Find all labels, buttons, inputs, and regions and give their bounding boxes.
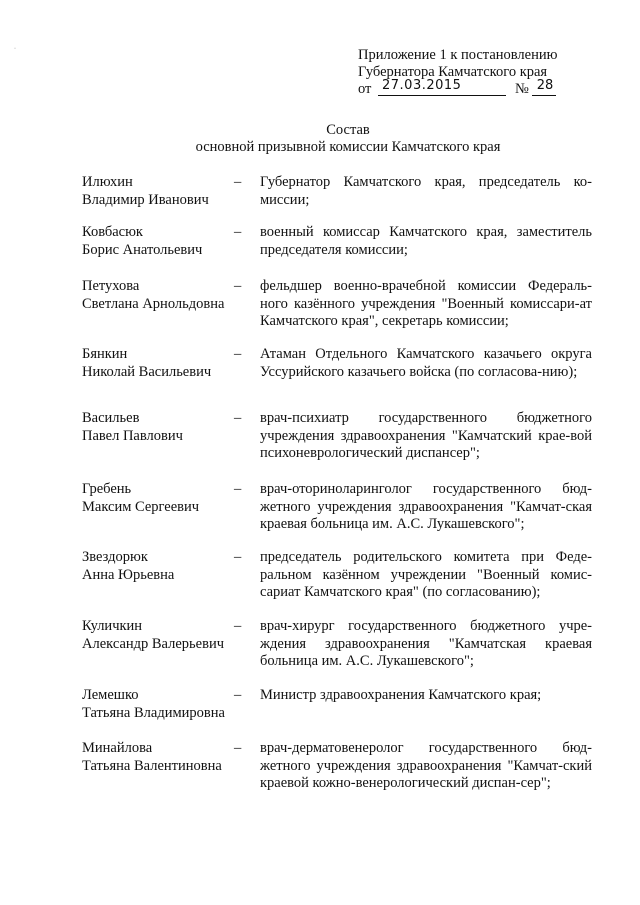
member-name bbox=[82, 346, 234, 410]
member-dash: – bbox=[234, 549, 242, 565]
member-row bbox=[82, 224, 592, 278]
document-subtitle: основной призывной комиссии Камчатского края bbox=[195, 139, 501, 155]
member-given-name: Татьяна Владимировна bbox=[82, 704, 225, 721]
member-dash: – bbox=[234, 278, 242, 294]
member-name bbox=[82, 174, 234, 224]
appendix-line-1: Приложение 1 к постановлению bbox=[358, 47, 558, 63]
member-surname: Бянкин bbox=[82, 346, 128, 362]
member-role: врач-оториноларинголог государственного бюд-жетного учреждения здравоохранения "Камчат-ская краевая больница им. А.С. Лукашевского"; bbox=[260, 481, 592, 532]
member-role: врач-психиатр государственного бюджетного учреждения здравоохранения "Камчатский крае-вой психоневрологический диспансер"; bbox=[260, 410, 592, 461]
member-given-name: Анна Юрьевна bbox=[82, 566, 175, 583]
member-role: фельдшер военно-врачебной комиссии Федераль-ного казённого учреждения "Военный комиссари-ат Камчатского края", секретарь комиссии; bbox=[260, 278, 592, 329]
appendix-date-line bbox=[358, 78, 618, 101]
member-given-name: Борис Анатольевич bbox=[82, 241, 203, 258]
handwritten-number: 28 bbox=[536, 78, 554, 93]
member-surname: Илюхин bbox=[82, 174, 133, 190]
member-surname: Васильев bbox=[82, 410, 140, 426]
member-name bbox=[82, 618, 234, 687]
member-surname: Звездорюк bbox=[82, 549, 148, 565]
appendix-line-2: Губернатора Камчатского края bbox=[358, 64, 548, 80]
member-surname: Ковбасюк bbox=[82, 224, 143, 240]
date-prefix: от bbox=[358, 81, 372, 97]
member-given-name: Татьяна Валентиновна bbox=[82, 757, 222, 774]
member-surname: Лемешко bbox=[82, 687, 139, 703]
member-row bbox=[82, 618, 592, 687]
member-role: Атаман Отдельного Камчатского казачьего округа Уссурийского казачьего войска (по согласова-нию); bbox=[260, 346, 592, 380]
member-given-name: Светлана Арнольдовна bbox=[82, 295, 225, 312]
member-name bbox=[82, 410, 234, 481]
member-given-name: Владимир Иванович bbox=[82, 191, 209, 208]
member-dash: – bbox=[234, 740, 242, 756]
member-dash: – bbox=[234, 346, 242, 362]
member-name bbox=[82, 481, 234, 549]
member-role: врач-хирург государственного бюджетного учре-ждения здравоохранения "Камчатская краевая больница им. А.С. Лукашевского"; bbox=[260, 618, 592, 669]
member-row bbox=[82, 278, 592, 346]
member-surname: Гребень bbox=[82, 481, 132, 497]
commission-members-list bbox=[82, 174, 592, 820]
member-given-name: Александр Валерьевич bbox=[82, 635, 224, 652]
member-role: врач-дерматовенеролог государственного бюд-жетного учреждения здравоохранения "Камчат-ский краевой кожно-венерологический диспан-сер"; bbox=[260, 740, 592, 791]
member-dash: – bbox=[234, 410, 242, 426]
member-row bbox=[82, 549, 592, 618]
member-surname: Минайлова bbox=[82, 740, 153, 756]
member-row bbox=[82, 410, 592, 481]
member-surname: Куличкин bbox=[82, 618, 143, 634]
document-title: Состав bbox=[326, 122, 370, 138]
member-dash: – bbox=[234, 618, 242, 634]
member-name bbox=[82, 278, 234, 346]
handwritten-date: 27.03.2015 bbox=[382, 78, 462, 93]
member-name bbox=[82, 549, 234, 618]
scan-speck: · bbox=[14, 46, 16, 52]
member-row bbox=[82, 740, 592, 820]
member-name bbox=[82, 224, 234, 278]
member-row bbox=[82, 687, 592, 740]
member-given-name: Николай Васильевич bbox=[82, 363, 212, 380]
date-underline bbox=[378, 95, 506, 96]
member-row bbox=[82, 346, 592, 410]
member-given-name: Максим Сергеевич bbox=[82, 498, 200, 515]
member-name bbox=[82, 687, 234, 740]
member-role: военный комиссар Камчатского края, заместитель председателя комиссии; bbox=[260, 224, 592, 258]
member-row bbox=[82, 174, 592, 224]
number-label: № bbox=[515, 81, 529, 97]
member-name bbox=[82, 740, 234, 820]
member-role: председатель родительского комитета при Феде-ральном казённом учреждении "Военный комис-сариат Камчатского края" (по согласованию); bbox=[260, 549, 592, 600]
number-underline bbox=[532, 95, 556, 96]
member-row bbox=[82, 481, 592, 549]
appendix-header bbox=[358, 47, 618, 101]
member-surname: Петухова bbox=[82, 278, 140, 294]
member-dash: – bbox=[234, 174, 242, 190]
member-role: Министр здравоохранения Камчатского края; bbox=[260, 687, 542, 703]
member-dash: – bbox=[234, 687, 242, 703]
member-dash: – bbox=[234, 224, 242, 240]
member-dash: – bbox=[234, 481, 242, 497]
member-given-name: Павел Павлович bbox=[82, 427, 183, 444]
member-role: Губернатор Камчатского края, председатель ко-миссии; bbox=[260, 174, 592, 208]
